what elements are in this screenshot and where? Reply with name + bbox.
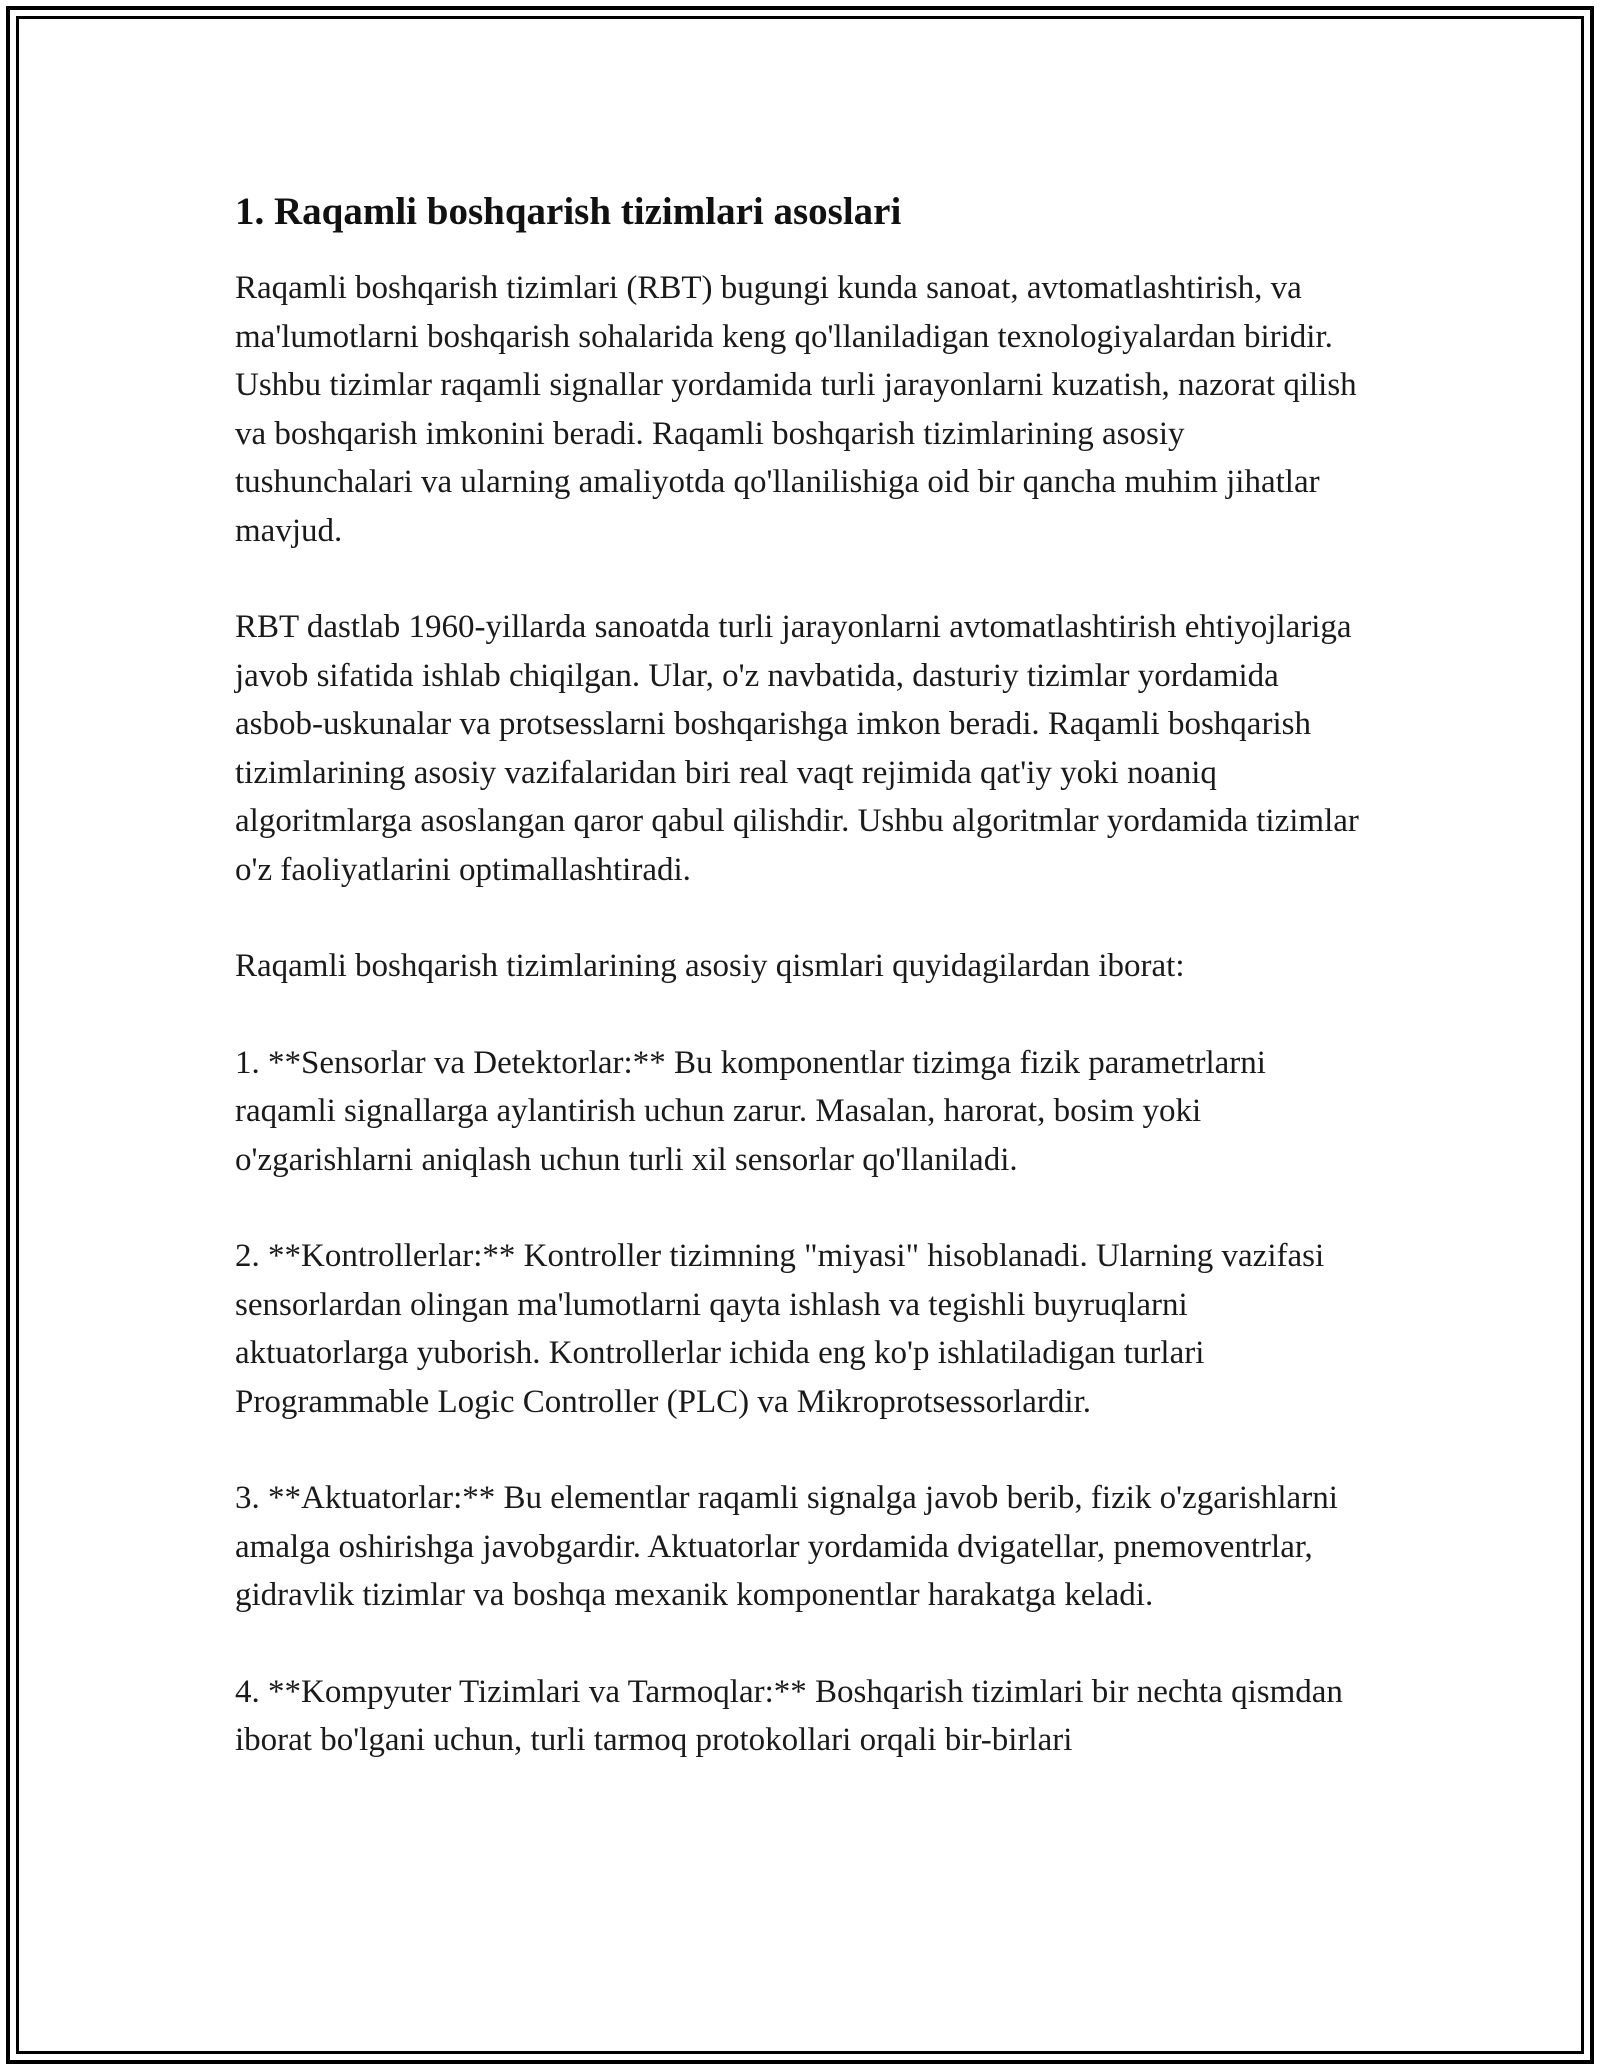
paragraph-history: RBT dastlab 1960-yillarda sanoatda turli jarayonlarni avtomatlashtirish ehtiyojlariga javob sifatida ishlab chiqilgan. Ular, o'z navbatida, dasturiy tizimlar yordamida asbob-uskunalar va protsesslarni boshqarishga imkon beradi. Raqamli boshqarish tizimlarining asosiy vazifalaridan biri real vaqt rejimida qat'iy yoki noaniq algoritmlarga asoslangan qaror qabul qilishdir. Ushbu algoritmlar yordamida tizimlar o'z faoliyatlarini optimallashtiradi. bbox=[235, 609, 1359, 888]
document-body bbox=[235, 186, 1365, 1813]
paragraph-components-intro: Raqamli boshqarish tizimlarining asosiy qismlari quyidagilardan iborat: bbox=[235, 948, 1185, 984]
list-item-computer-networks: 4. **Kompyuter Tizimlari va Tarmoqlar:** Boshqarish tizimlari bir nechta qismdan iborat bo'lgani uchun, turli tarmoq protokollari orqali bir-birlari bbox=[235, 1673, 1343, 1758]
section-heading: 1. Raqamli boshqarish tizimlari asoslari bbox=[235, 190, 902, 233]
list-item-sensors: 1. **Sensorlar va Detektorlar:** Bu komponentlar tizimga fizik parametrlarni raqamli signallarga aylantirish uchun zarur. Masalan, harorat, bosim yoki o'zgarishlarni aniqlash uchun turli xil sensorlar qo'llaniladi. bbox=[235, 1044, 1266, 1178]
list-item-actuators: 3. **Aktuatorlar:** Bu elementlar raqamli signalga javob berib, fizik o'zgarishlarni amalga oshirishga javobgardir. Aktuatorlar yordamida dvigatellar, pnemoventrlar, gidravlik tizimlar va boshqa mexanik komponentlar harakatga keladi. bbox=[235, 1480, 1338, 1613]
paragraph-intro: Raqamli boshqarish tizimlari (RBT) bugungi kunda sanoat, avtomatlashtirish, va ma'lumotlarni boshqarish sohalarida keng qo'llaniladigan texnologiyalardan biridir. Ushbu tizimlar raqamli signallar yordamida turli jarayonlarni kuzatish, nazorat qilish va boshqarish imkonini beradi. Raqamli boshqarish tizimlarining asosiy tushunchalari va ularning amaliyotda qo'llanilishiga oid bir qancha muhim jihatlar mavjud. bbox=[235, 270, 1357, 549]
list-item-controllers: 2. **Kontrollerlar:** Kontroller tizimning "miyasi" hisoblanadi. Ularning vazifasi sensorlardan olingan ma'lumotlarni qayta ishlash va tegishli buyruqlarni aktuatorlarga yuborish. Kontrollerlar ichida eng ko'p ishlatiladigan turlari Programmable Logic Controller (PLC) va Mikroprotsessorlardir. bbox=[235, 1238, 1325, 1420]
